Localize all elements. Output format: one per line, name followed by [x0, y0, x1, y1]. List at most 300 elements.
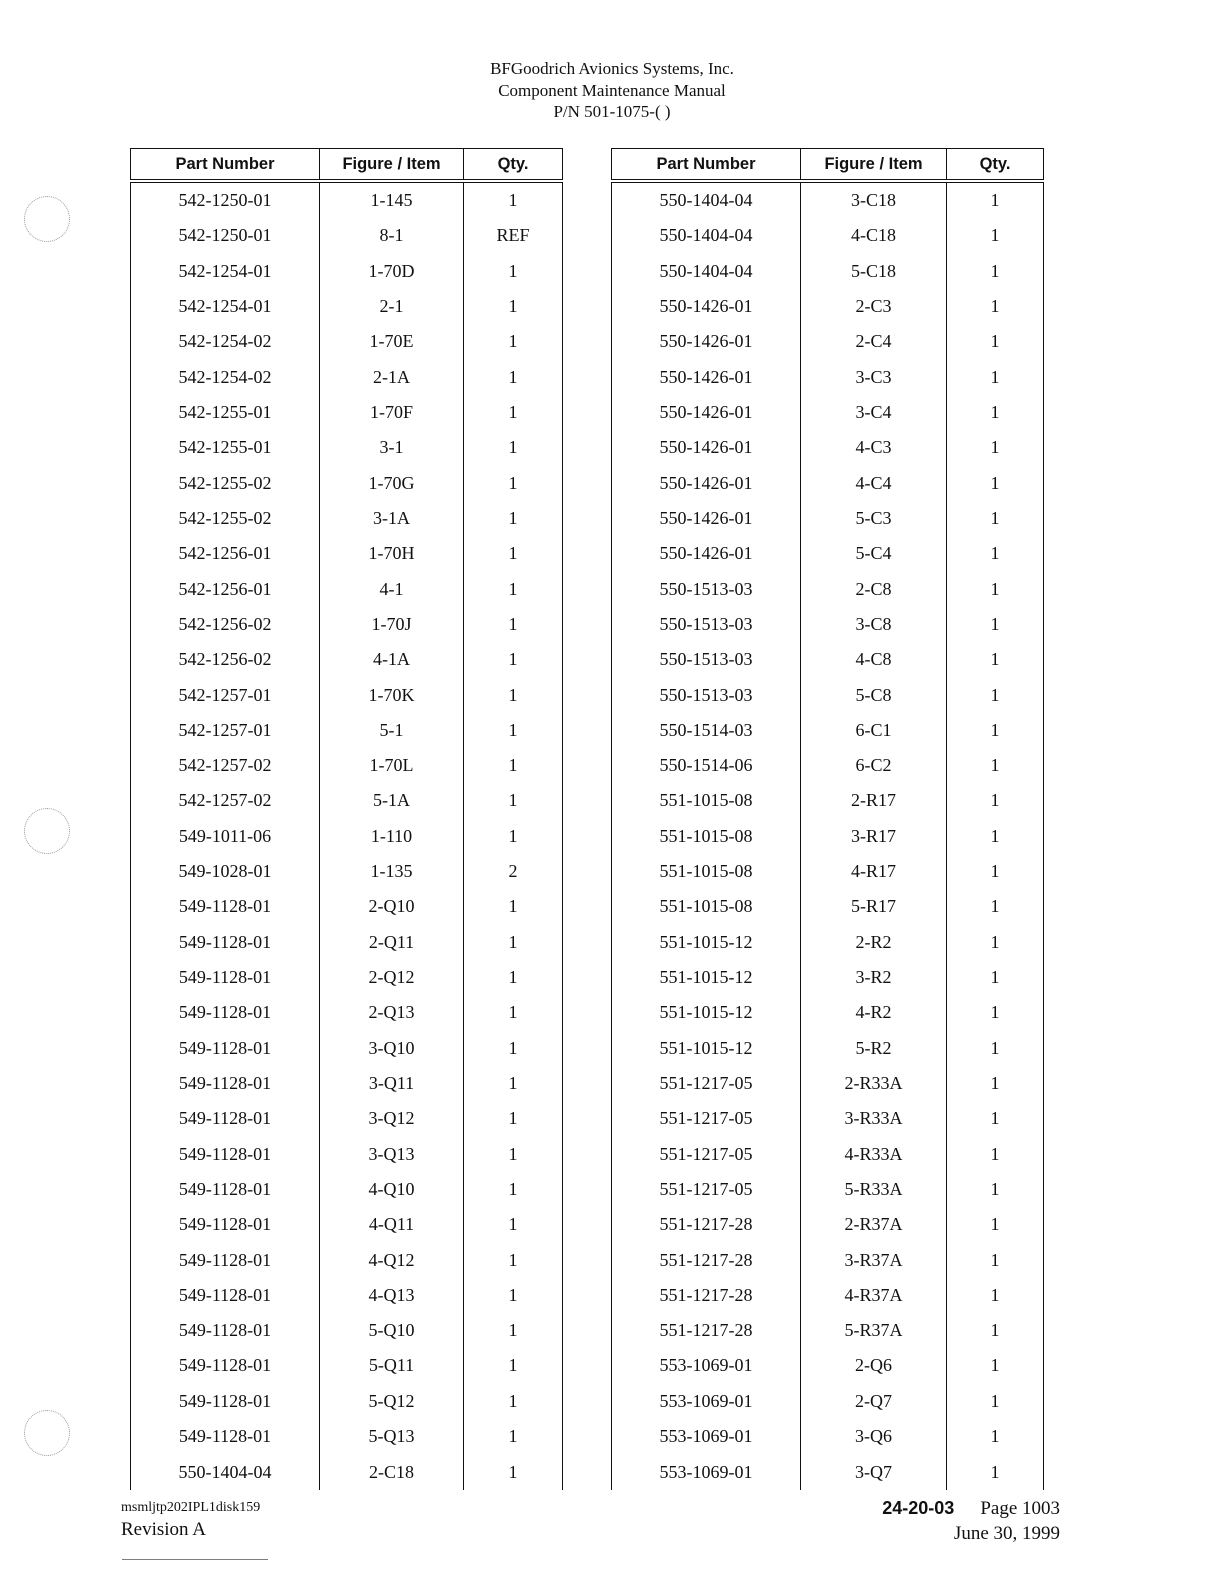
qty-cell: 1 — [464, 819, 563, 854]
figure-item-cell: 5-C3 — [801, 501, 947, 536]
table-header-row — [612, 149, 1044, 182]
table-row — [612, 324, 1044, 359]
figure-item-cell: 2-Q12 — [320, 960, 464, 995]
part-number-cell: 550-1404-04 — [612, 181, 801, 218]
table-row — [131, 395, 563, 430]
table-row — [612, 1066, 1044, 1101]
part-number-cell: 550-1513-03 — [612, 571, 801, 606]
table-row — [612, 360, 1044, 395]
table-row — [612, 995, 1044, 1030]
figure-item-cell: 2-1 — [320, 289, 464, 324]
figure-item-cell: 5-1A — [320, 783, 464, 818]
figure-item-cell: 2-1A — [320, 360, 464, 395]
part-number-cell: 550-1426-01 — [612, 289, 801, 324]
figure-item-cell: 3-Q13 — [320, 1136, 464, 1171]
figure-item-cell: 4-C3 — [801, 430, 947, 465]
figure-item-cell: 4-Q10 — [320, 1172, 464, 1207]
figure-item-cell: 2-Q10 — [320, 889, 464, 924]
qty-cell: 1 — [947, 181, 1044, 218]
part-number-cell: 542-1250-01 — [131, 218, 320, 253]
table-row — [131, 501, 563, 536]
table-row — [612, 181, 1044, 218]
table-row — [612, 1454, 1044, 1490]
qty-cell: 1 — [947, 1348, 1044, 1383]
table-row — [612, 1419, 1044, 1454]
table-row — [612, 1172, 1044, 1207]
qty-cell: 1 — [464, 1313, 563, 1348]
footer-right — [882, 1496, 1060, 1547]
qty-cell: 1 — [947, 748, 1044, 783]
part-number-cell: 542-1256-01 — [131, 536, 320, 571]
qty-cell: 1 — [947, 960, 1044, 995]
table-row — [131, 181, 563, 218]
figure-item-cell: 4-1A — [320, 642, 464, 677]
figure-item-cell: 1-70E — [320, 324, 464, 359]
figure-item-cell: 3-Q7 — [801, 1454, 947, 1490]
figure-item-cell: 4-C18 — [801, 218, 947, 253]
part-number-cell: 550-1514-06 — [612, 748, 801, 783]
qty-cell: 1 — [464, 1242, 563, 1277]
part-number-cell: 550-1404-04 — [612, 254, 801, 289]
figure-item-cell: 5-Q10 — [320, 1313, 464, 1348]
part-number-cell: 553-1069-01 — [612, 1419, 801, 1454]
qty-cell: 1 — [947, 925, 1044, 960]
qty-cell: 1 — [947, 360, 1044, 395]
figure-item-cell: 1-145 — [320, 181, 464, 218]
qty-cell: 1 — [947, 1384, 1044, 1419]
qty-cell: 1 — [947, 1172, 1044, 1207]
qty-cell: 1 — [464, 1454, 563, 1490]
table-row — [612, 854, 1044, 889]
table-row — [612, 501, 1044, 536]
figure-item-cell: 4-Q12 — [320, 1242, 464, 1277]
part-number-cell: 551-1217-05 — [612, 1172, 801, 1207]
part-number-cell: 549-1028-01 — [131, 854, 320, 889]
part-number-cell: 551-1015-08 — [612, 889, 801, 924]
figure-item-cell: 2-R33A — [801, 1066, 947, 1101]
qty-cell: 1 — [464, 254, 563, 289]
figure-item-cell: 1-70L — [320, 748, 464, 783]
company-name: BFGoodrich Avionics Systems, Inc. — [490, 59, 734, 78]
figure-item-cell: 5-Q11 — [320, 1348, 464, 1383]
table-row — [131, 1207, 563, 1242]
figure-item-cell: 2-Q6 — [801, 1348, 947, 1383]
part-number-cell: 549-1128-01 — [131, 1313, 320, 1348]
table-row — [612, 1101, 1044, 1136]
part-number-cell: 550-1426-01 — [612, 430, 801, 465]
column-header-part-number: Part Number — [612, 149, 801, 182]
table-row — [131, 430, 563, 465]
qty-cell: 1 — [464, 642, 563, 677]
qty-cell: 1 — [464, 783, 563, 818]
qty-cell: 1 — [464, 1419, 563, 1454]
figure-item-cell: 1-135 — [320, 854, 464, 889]
qty-cell: 1 — [464, 607, 563, 642]
qty-cell: 1 — [464, 324, 563, 359]
table-row — [612, 642, 1044, 677]
figure-item-cell: 5-R17 — [801, 889, 947, 924]
part-number-cell: 551-1217-28 — [612, 1242, 801, 1277]
qty-cell: 1 — [947, 889, 1044, 924]
part-number-cell: 550-1404-04 — [612, 218, 801, 253]
binder-hole-mark — [24, 1410, 70, 1456]
figure-item-cell: 3-1 — [320, 430, 464, 465]
part-number-cell: 542-1254-02 — [131, 360, 320, 395]
figure-item-cell: 3-C18 — [801, 181, 947, 218]
qty-cell: 1 — [947, 218, 1044, 253]
table-row — [131, 218, 563, 253]
table-row — [131, 254, 563, 289]
qty-cell: 1 — [947, 1136, 1044, 1171]
qty-cell: 1 — [464, 1066, 563, 1101]
footer-file-name: msmljtp202IPL1disk159 — [121, 1500, 261, 1515]
part-number-cell: 551-1015-12 — [612, 960, 801, 995]
part-number-cell: 542-1255-02 — [131, 501, 320, 536]
qty-cell: REF — [464, 218, 563, 253]
table-row — [131, 1278, 563, 1313]
table-row — [612, 430, 1044, 465]
table-row — [612, 1136, 1044, 1171]
table-row — [612, 748, 1044, 783]
qty-cell: 1 — [464, 430, 563, 465]
part-number-cell: 542-1255-01 — [131, 395, 320, 430]
part-number-cell: 551-1217-28 — [612, 1278, 801, 1313]
qty-cell: 1 — [947, 395, 1044, 430]
part-number-cell: 553-1069-01 — [612, 1454, 801, 1490]
qty-cell: 1 — [464, 289, 563, 324]
qty-cell: 1 — [947, 254, 1044, 289]
column-header-qty: Qty. — [464, 149, 563, 182]
table-row — [612, 218, 1044, 253]
figure-item-cell: 4-C4 — [801, 466, 947, 501]
figure-item-cell: 3-R2 — [801, 960, 947, 995]
table-row — [131, 854, 563, 889]
qty-cell: 1 — [947, 324, 1044, 359]
figure-item-cell: 5-C18 — [801, 254, 947, 289]
figure-item-cell: 5-1 — [320, 713, 464, 748]
table-row — [131, 571, 563, 606]
figure-item-cell: 3-C4 — [801, 395, 947, 430]
qty-cell: 1 — [464, 1031, 563, 1066]
table-row — [131, 360, 563, 395]
part-number-cell: 550-1426-01 — [612, 466, 801, 501]
part-number-cell: 549-1128-01 — [131, 925, 320, 960]
part-number-cell: 550-1513-03 — [612, 677, 801, 712]
table-row — [131, 677, 563, 712]
qty-cell: 1 — [464, 1172, 563, 1207]
qty-cell: 1 — [947, 1278, 1044, 1313]
part-number-cell: 542-1256-02 — [131, 642, 320, 677]
figure-item-cell: 2-Q13 — [320, 995, 464, 1030]
figure-item-cell: 4-R17 — [801, 854, 947, 889]
qty-cell: 1 — [947, 783, 1044, 818]
qty-cell: 1 — [464, 995, 563, 1030]
figure-item-cell: 5-R33A — [801, 1172, 947, 1207]
table-row — [612, 677, 1044, 712]
footer-left — [121, 1498, 260, 1542]
table-row — [131, 289, 563, 324]
qty-cell: 1 — [947, 713, 1044, 748]
table-row — [612, 466, 1044, 501]
part-number-cell: 549-1128-01 — [131, 1278, 320, 1313]
qty-cell: 1 — [947, 571, 1044, 606]
figure-item-cell: 1-110 — [320, 819, 464, 854]
part-number-cell: 549-1128-01 — [131, 1031, 320, 1066]
figure-item-cell: 4-Q11 — [320, 1207, 464, 1242]
qty-cell: 2 — [464, 854, 563, 889]
part-number-cell: 542-1250-01 — [131, 181, 320, 218]
part-number-cell: 550-1426-01 — [612, 360, 801, 395]
part-number-cell: 549-1128-01 — [131, 889, 320, 924]
qty-cell: 1 — [464, 889, 563, 924]
table-row — [131, 642, 563, 677]
figure-item-cell: 3-C8 — [801, 607, 947, 642]
table-row — [131, 324, 563, 359]
figure-item-cell: 3-Q11 — [320, 1066, 464, 1101]
part-number-cell: 550-1404-04 — [131, 1454, 320, 1490]
part-number-cell: 542-1256-01 — [131, 571, 320, 606]
qty-cell: 1 — [947, 1242, 1044, 1277]
qty-cell: 1 — [947, 1313, 1044, 1348]
part-number-cell: 551-1015-08 — [612, 819, 801, 854]
part-number-cell: 551-1015-12 — [612, 1031, 801, 1066]
figure-item-cell: 2-Q11 — [320, 925, 464, 960]
qty-cell: 1 — [947, 1101, 1044, 1136]
part-number-cell: 549-1128-01 — [131, 960, 320, 995]
table-row — [612, 1384, 1044, 1419]
table-row — [612, 1348, 1044, 1383]
figure-item-cell: 1-70J — [320, 607, 464, 642]
part-number-cell: 549-1128-01 — [131, 1348, 320, 1383]
part-number-cell: 550-1426-01 — [612, 536, 801, 571]
figure-item-cell: 3-C3 — [801, 360, 947, 395]
part-number-cell: 550-1513-03 — [612, 642, 801, 677]
qty-cell: 1 — [464, 713, 563, 748]
figure-item-cell: 2-R2 — [801, 925, 947, 960]
figure-item-cell: 2-C3 — [801, 289, 947, 324]
figure-item-cell: 3-Q10 — [320, 1031, 464, 1066]
part-number-cell: 550-1426-01 — [612, 395, 801, 430]
qty-cell: 1 — [464, 1136, 563, 1171]
part-number-cell: 550-1514-03 — [612, 713, 801, 748]
table-row — [131, 1242, 563, 1277]
qty-cell: 1 — [947, 430, 1044, 465]
figure-item-cell: 2-R17 — [801, 783, 947, 818]
table-row — [612, 254, 1044, 289]
qty-cell: 1 — [947, 1207, 1044, 1242]
figure-item-cell: 4-R33A — [801, 1136, 947, 1171]
qty-cell: 1 — [947, 536, 1044, 571]
figure-item-cell: 3-Q12 — [320, 1101, 464, 1136]
qty-cell: 1 — [947, 1419, 1044, 1454]
part-number-cell: 549-1011-06 — [131, 819, 320, 854]
part-number-cell: 549-1128-01 — [131, 1207, 320, 1242]
part-number-cell: 542-1257-02 — [131, 783, 320, 818]
part-number-cell: 549-1128-01 — [131, 995, 320, 1030]
table-row — [131, 1348, 563, 1383]
part-number-cell: 551-1015-08 — [612, 854, 801, 889]
figure-item-cell: 6-C2 — [801, 748, 947, 783]
table-row — [612, 1242, 1044, 1277]
figure-item-cell: 2-Q7 — [801, 1384, 947, 1419]
part-number-cell: 549-1128-01 — [131, 1419, 320, 1454]
qty-cell: 1 — [947, 466, 1044, 501]
part-number-cell: 551-1217-05 — [612, 1066, 801, 1101]
part-number-cell: 542-1255-02 — [131, 466, 320, 501]
part-number-cell: 549-1128-01 — [131, 1136, 320, 1171]
part-number-cell: 551-1015-12 — [612, 995, 801, 1030]
part-number-cell: 549-1128-01 — [131, 1101, 320, 1136]
figure-item-cell: 4-R2 — [801, 995, 947, 1030]
table-row — [131, 925, 563, 960]
table-row — [131, 960, 563, 995]
table-row — [131, 889, 563, 924]
part-number-cell: 542-1254-01 — [131, 254, 320, 289]
part-number-cell: 549-1128-01 — [131, 1172, 320, 1207]
table-row — [612, 1278, 1044, 1313]
qty-cell: 1 — [947, 1454, 1044, 1490]
footer-date: June 30, 1999 — [953, 1523, 1060, 1544]
part-number-cell: 542-1254-01 — [131, 289, 320, 324]
figure-item-cell: 8-1 — [320, 218, 464, 253]
table-row — [131, 783, 563, 818]
figure-item-cell: 5-Q12 — [320, 1384, 464, 1419]
table-row — [612, 960, 1044, 995]
table-row — [131, 995, 563, 1030]
qty-cell: 1 — [947, 854, 1044, 889]
footer-rule — [122, 1559, 268, 1560]
part-number-cell: 542-1257-01 — [131, 713, 320, 748]
figure-item-cell: 3-1A — [320, 501, 464, 536]
qty-cell: 1 — [464, 1384, 563, 1419]
part-number-cell: 551-1217-05 — [612, 1136, 801, 1171]
table-row — [131, 466, 563, 501]
table-row — [131, 748, 563, 783]
part-number-cell: 542-1256-02 — [131, 607, 320, 642]
part-number-cell: 549-1128-01 — [131, 1242, 320, 1277]
qty-cell: 1 — [464, 1207, 563, 1242]
binder-hole-mark — [24, 808, 70, 854]
figure-item-cell: 5-C4 — [801, 536, 947, 571]
page-header — [0, 58, 1224, 123]
qty-cell: 1 — [464, 181, 563, 218]
table-row — [131, 1313, 563, 1348]
figure-item-cell: 1-70D — [320, 254, 464, 289]
figure-item-cell: 1-70K — [320, 677, 464, 712]
figure-item-cell: 3-R17 — [801, 819, 947, 854]
part-number-cell: 542-1255-01 — [131, 430, 320, 465]
qty-cell: 1 — [464, 677, 563, 712]
figure-item-cell: 3-Q6 — [801, 1419, 947, 1454]
qty-cell: 1 — [464, 395, 563, 430]
footer-revision: Revision A — [121, 1519, 206, 1540]
qty-cell: 1 — [464, 466, 563, 501]
figure-item-cell: 1-70G — [320, 466, 464, 501]
parts-table-right — [611, 148, 1044, 1490]
column-header-figure-item: Figure / Item — [801, 149, 947, 182]
part-number-cell: 551-1015-12 — [612, 925, 801, 960]
table-row — [131, 536, 563, 571]
figure-item-cell: 3-R33A — [801, 1101, 947, 1136]
manual-part-number: P/N 501-1075-( ) — [553, 102, 671, 121]
qty-cell: 1 — [464, 1278, 563, 1313]
part-number-cell: 550-1426-01 — [612, 501, 801, 536]
figure-item-cell: 2-C18 — [320, 1454, 464, 1490]
binder-hole-mark — [24, 196, 70, 242]
qty-cell: 1 — [947, 289, 1044, 324]
qty-cell: 1 — [947, 995, 1044, 1030]
qty-cell: 1 — [947, 819, 1044, 854]
parts-table-left — [130, 148, 563, 1490]
part-number-cell: 542-1257-02 — [131, 748, 320, 783]
table-row — [612, 889, 1044, 924]
table-header-row — [131, 149, 563, 182]
manual-title: Component Maintenance Manual — [498, 80, 726, 100]
qty-cell: 1 — [947, 1031, 1044, 1066]
qty-cell: 1 — [464, 748, 563, 783]
figure-item-cell: 2-C8 — [801, 571, 947, 606]
table-row — [131, 1454, 563, 1490]
table-row — [612, 819, 1044, 854]
table-row — [612, 536, 1044, 571]
part-number-cell: 551-1015-08 — [612, 783, 801, 818]
figure-item-cell: 5-C8 — [801, 677, 947, 712]
figure-item-cell: 5-R2 — [801, 1031, 947, 1066]
qty-cell: 1 — [464, 925, 563, 960]
figure-item-cell: 3-R37A — [801, 1242, 947, 1277]
qty-cell: 1 — [464, 1101, 563, 1136]
column-header-figure-item: Figure / Item — [320, 149, 464, 182]
table-row — [131, 819, 563, 854]
table-row — [131, 713, 563, 748]
qty-cell: 1 — [947, 607, 1044, 642]
column-header-qty: Qty. — [947, 149, 1044, 182]
table-row — [612, 571, 1044, 606]
qty-cell: 1 — [464, 1348, 563, 1383]
table-row — [612, 713, 1044, 748]
table-row — [131, 1419, 563, 1454]
table-row — [612, 289, 1044, 324]
part-number-cell: 550-1513-03 — [612, 607, 801, 642]
figure-item-cell: 5-Q13 — [320, 1419, 464, 1454]
figure-item-cell: 6-C1 — [801, 713, 947, 748]
part-number-cell: 553-1069-01 — [612, 1348, 801, 1383]
table-row — [612, 1031, 1044, 1066]
footer-page-number: Page 1003 — [980, 1498, 1060, 1519]
qty-cell: 1 — [947, 677, 1044, 712]
part-number-cell: 551-1217-28 — [612, 1207, 801, 1242]
part-number-cell: 550-1426-01 — [612, 324, 801, 359]
table-row — [131, 1101, 563, 1136]
figure-item-cell: 1-70F — [320, 395, 464, 430]
figure-item-cell: 4-Q13 — [320, 1278, 464, 1313]
qty-cell: 1 — [947, 642, 1044, 677]
figure-item-cell: 4-R37A — [801, 1278, 947, 1313]
qty-cell: 1 — [947, 501, 1044, 536]
footer-doc-code: 24-20-03 — [882, 1498, 955, 1518]
table-row — [131, 1172, 563, 1207]
qty-cell: 1 — [464, 360, 563, 395]
part-number-cell: 549-1128-01 — [131, 1384, 320, 1419]
figure-item-cell: 4-1 — [320, 571, 464, 606]
column-header-part-number: Part Number — [131, 149, 320, 182]
table-row — [612, 783, 1044, 818]
table-row — [612, 395, 1044, 430]
table-row — [131, 1384, 563, 1419]
table-row — [612, 1313, 1044, 1348]
part-number-cell: 542-1254-02 — [131, 324, 320, 359]
table-row — [612, 925, 1044, 960]
